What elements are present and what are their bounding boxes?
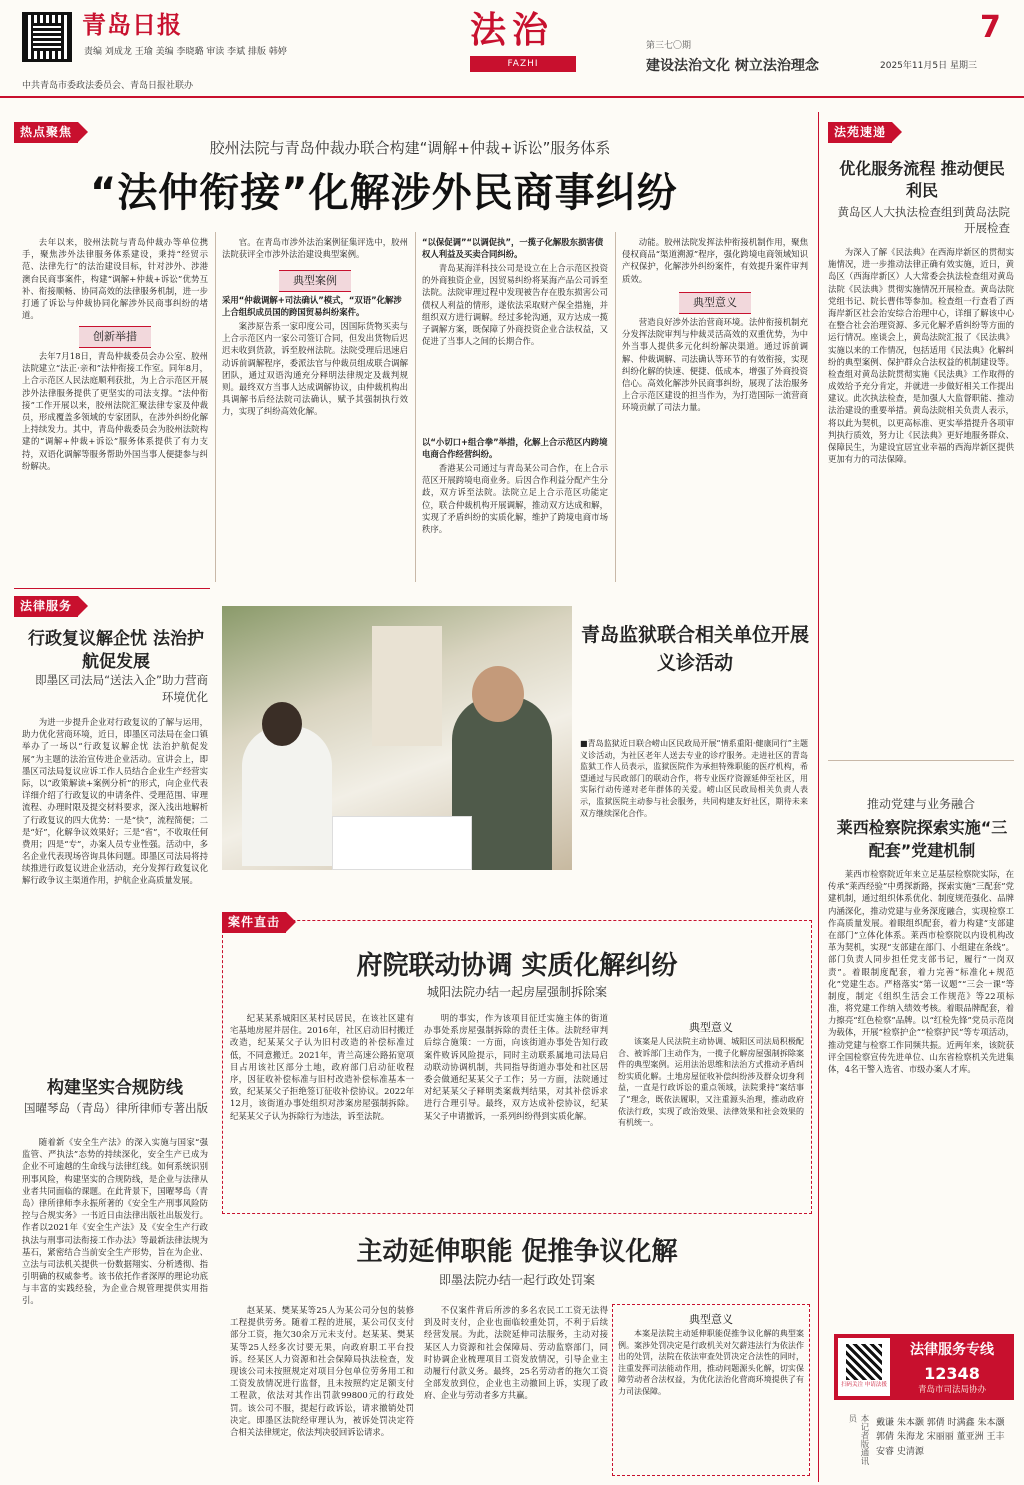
label-innovation: 创新举措 [22,326,208,348]
sponsor-line: 中共青岛市委政法委员会、青岛日报社联办 [22,81,194,91]
reporters-label: 本记者版通讯员 [846,1414,869,1465]
hot-col3-body1: 青岛某海洋科技公司是设立在上合示范区投资的外商独资企业，因贸易纠纷将某海产品公司诉至法院。法院审理过程中发现被告存在股东损害公司债权人利益的情形，遂依法采取财产保全措施，并组织双方进行调解。经过多轮沟通，双方达成一揽子调解方案，既保障了外商投资企业合法权益，又促进了当事人之间的长期合作。 [422,263,608,347]
hotline-org: 青岛市司法局协办 [917,1385,986,1395]
case-3-lead: 以“小切口+组合拳”举措，化解上合示范区内跨境电商合作经营纠纷。 [422,437,608,460]
label-significance: 典型意义 [689,1313,733,1326]
label-typical-case: 典型案例 [222,270,408,292]
hotline-scan-label: 扫码关注 申请法援 [841,1382,887,1388]
hot-col1-intro: 去年以来，胶州法院与青岛仲裁办等单位携手，聚焦涉外法律服务体系建设，秉持“经贸示范、法律先行”的法治建设目标，针对涉外、涉港澳台民商事案件，构建“调解+仲裁+诉讼”优势互补、衔接顺畅、协同高效的法律服务机制，进一步打通了诉讼与仲裁协同化解涉外民商事纠纷的堵道。 [22,237,208,321]
party-subtitle: 推动党建与业务融合 [866,797,975,811]
legal-service-body: 为进一步提升企业对行政复议的了解与运用，助力优化营商环境，近日，即墨区司法局在金口镇举办了一场以“行政复议解企忧 法治护航促发展”为主题的法治宣传进企业活动。宣讲会上，即墨区司法局复议应诉工作人员结合企业生产经营实际，以“政策解读+案例分析”的形式，向企业代表详细介绍了行政复议的申请条件、受理范围、审理流程、办理时限及提交材料要求，深入浅出地解析了行政复议的四大优势：一是“快”，流程简便；二是“好”，化解争议效果好；三是“省”，不收取任何费用；四是“专”，办案人员专业性强。活动中，多名企业代表现场咨询具体问题。即墨区司法局将持续推进行政复议进企业活动，充分发挥行政复议化解行政争议主渠道作用，护航企业高质量发展。 [22,717,208,886]
hot-col2-top: 官。在青岛市涉外法治案例征集评选中，胶州法院获评全市涉外法治建设典型案例。 [222,237,408,260]
legal-service-subtitle: 即墨区司法局“送法入企”助力营商环境优化 [35,673,208,704]
hotline-name: 法律服务专线 [910,1342,994,1358]
masthead [0,0,1024,98]
hot-col4-top: 动能。胶州法院发挥法仲衔接机制作用，聚焦侵权商品“渠道溯源”程序，强化跨境电商领域知识产权保护，化解涉外纠纷案件，有效提升案件审判质效。 [622,237,808,284]
labor-case-subtitle: 即墨法院办结一起行政处罚案 [438,1273,595,1287]
rule [14,588,210,589]
hot-headline: “法仲衔接”化解涉外民商事纠纷 [90,170,678,216]
label-significance: 典型意义 [689,1021,733,1034]
photo-story-title: 青岛监狱联合相关单位开展义诊活动 [580,624,809,674]
section-pinyin: FAZHI [470,56,576,72]
editors-line: 责编 刘成龙 王瑜 美编 李晓璐 审读 李斌 排版 韩婷 [84,47,287,57]
issue-date: 2025年11月5日 星期三 [880,61,977,71]
paper-name: 青岛日报 [82,10,182,39]
case-direct-col3: 该案是人民法院主动协调、城阳区司法局积极配合、被诉部门主动作为，一揽子化解房屋强制拆除案件的典型案例。运用法治思维和法治方式推动矛盾纠纷实质化解。土地房屋征收补偿纠纷涉及群众切身利益，一直是行政诉讼的重点领域，法院秉持“案结事了”理念，既依法履职，又注重源头治理，推动政府依法行政，实现了政治效果、法律效果和社会效果的有机统一。 [618,1037,804,1128]
compliance-title: 构建坚实合规防线 [47,1078,183,1098]
divider [215,232,216,582]
hot-col3-body2: 香港某公司通过与青岛某公司合作，在上合示范区开展跨境电商业务。后因合作利益分配产生分歧，双方诉至法院。法院立足上合示范区功能定位，联合仲裁机构开展调解，推动双方达成和解，实现了矛盾纠纷的实质化解，维护了跨境电商市场秩序。 [422,463,608,534]
express-title: 优化服务流程 推动便民利民 [839,159,1005,201]
reporters-names: 戴谦 朱本灏 郭倩 时满鑫 朱本灏 郭倩 朱海龙 宋丽丽 董亚洲 王丰 安睿 史清源 [876,1418,1005,1457]
hotline-number: 12348 [924,1364,980,1383]
express-body: 为深入了解《民法典》在西海岸新区的贯彻实施情况，进一步推动法律正确有效实施，近日，黄岛区（西海岸新区）人大常委会执法检查组对黄岛法院《民法典》贯彻实施情况开展检查。黄岛法院党组书记、院长曹伟等参加。检查组一行查看了西海岸新区社会治安综合治理中心，详细了解该中心在整合社会治理资源、多元化解矛盾纠纷等方面的运行情况。座谈会上，黄岛法院汇报了《民法典》实施以来的工作情况，包括适用《民法典》化解纠纷的典型案例、保护群众合法权益的机制建设等。检查组对黄岛法院贯彻实施《民法典》工作取得的成效给予充分肯定，并就进一步做好相关工作提出建议。此次执法检查，是加强人大监督职能、推动法治建设的重要举措。黄岛法院相关负责人表示，将以此为契机，以更高标准、更实举措提升各项审判执行质效，努力让《民法典》更好地服务群众、保障民生，为建设宜居宜业幸福的西海岸新区提供更加有力的司法保障。 [828,247,1014,465]
tag-express: 法苑速递 [828,122,892,143]
compliance-body: 随着新《安全生产法》的深入实施与国家“强监管、严执法”态势的持续深化，安全生产已成为企业不可逾越的生命线与法律红线。如何系统识别刑事风险，构建坚实的合规防线，是企业与法律从业者共同面临的课题。在此背景下，国曜琴岛（青岛）律所律师李永振所著的《安全生产刑事风险防控与合规实务》一书近日由法律出版社出版发行。作者以2021年《安全生产法》及《安全生产行政执法与刑事司法衔接工作办法》等最新法律法规为基石，紧密结合当前安全生产形势，旨在为企业、立法与司法机关提供一份数据翔实、分析透彻、指引明确的权威参考。该书依托作者深厚的理论功底与丰富的实践经验，为企业合规管理提供实用指引。 [22,1137,208,1306]
hot-col2-body: 案涉原告系一家印度公司，因国际货物买卖与上合示范区内一家公司签订合同，但发出货物后迟迟未收到货款，诉至胶州法院。法院受理后迅速启动诉前调解程序，委派法官与仲裁员组成联合调解团队，通过双语沟通充分释明法律规定及裁判规则。最终双方当事人达成调解协议，由仲裁机构出具调解书后经法院司法确认，赋予其强制执行效力，实现了纠纷高效化解。 [222,321,408,417]
labor-case-col2: 不仅案件背后所涉的多名农民工工资无法得到及时支付，企业也面临较重处罚，不利于后续经营发展。为此，法院延伸司法服务，主动对接某区人力资源和社会保障局、劳动监察部门，同时协调企业梳理项目工资发放情况，引导企业主动履行付款义务。最终，25名劳动者的拖欠工资全部发放到位，企业也主动撤回上诉，实现了政府、企业与劳动者多方共赢。 [424,1305,608,1401]
hot-col4-body: 营造良好涉外法治营商环境。法仲衔接机制充分发挥法院审判与仲裁灵活高效的双重优势，为中外当事人提供多元化纠纷解决渠道。通过诉前调解、仲裁调解、司法确认等环节的有效衔接，实现纠纷化解的快速、便捷、低成本，增强了外商投资信心。高效化解涉外民商事纠纷，展现了法治服务上合示范区建设的担当作为，为打造国际一流营商环境贡献了司法力量。 [622,317,808,413]
express-subtitle: 黄岛区人大执法检查组到黄岛法院开展检查 [837,205,1010,236]
case-direct-subtitle: 城阳法院办结一起房屋强制拆除案 [426,985,607,999]
legal-service-title: 行政复议解企忧 法治护航促发展 [28,629,204,672]
issue-number: 第三七〇期 [646,41,692,51]
tag-hot-focus: 热点聚焦 [14,122,78,143]
labor-case-col3: 本案是法院主动延伸职能促推争议化解的典型案例。案涉处罚决定是行政机关对欠薪违法行为依法作出的处罚，法院在依法审查处罚决定合法性的同时，注重发挥司法能动作用，推动问题源头化解，切实保障劳动者合法权益，为优化法治化营商环境提供了有力司法保障。 [618,1329,804,1396]
qr-code[interactable] [846,1344,882,1380]
case-direct-title: 府院联动协调 实质化解纠纷 [356,951,678,981]
case-direct-col2: 明的事实，作为该项目征迁实施主体的街道办事处系房屋强制拆除的责任主体。法院经审判后综合施策：一方面，向该街道办事处告知行政案件败诉风险提示，同时主动联系属地司法局启动联动协调机制，共同指导街道办事处和社区居委会做通纪某某父子工作；另一方面，法院通过对纪某某父子释明类案裁判结果，对其补偿诉求进行合理引导。最终，双方达成补偿协议，纪某某父子申请撤诉，一系列纠纷得到实质化解。 [424,1013,608,1121]
photo-caption: ■青岛监狱近日联合崂山区民政局开展“情系重阳·健康同行”主题义诊活动，为社区老年人送去专业的诊疗服务。走进社区的青岛监狱工作人员表示，监狱医院作为承担特殊职能的医疗机构，希望通过与民政部门的联动合作，将专业医疗资源延伸至社区，用实际行动传递对老年群体的关爱。崂山区民政局相关负责人表示，监狱医院主动参与社会服务，共同构建友好社区，期待未来双方继续深化合作。 [580,739,808,818]
case-1-lead: 采用“仲裁调解+司法确认”模式，“双语”化解涉上合组织成员国的跨国贸易纠纷案件。 [222,295,402,318]
case-2-lead: “以保促调”“以调促执”，一揽子化解股东损害债权人利益及买卖合同纠纷。 [422,237,604,260]
section-title: 法治 [470,9,555,51]
party-body: 莱西市检察院近年来立足基层检察院实际，在传承“莱西经验”中勇探新路，探索实施“三配套”党建机制，通过组织体系优化、制度规范强化、品牌内涵深化，推动党建与业务深度融合，实现检察工作高质量发展。着眼组织配套，着力构建“支部建在部门”立体化体系。莱西市检察院以内设机构改革为契机，实现“支部建在部门、小组建在条线”。部门负责人同步担任党支部书记，履行“一岗双责”。着眼制度配套，着力完善“标准化+规范化”党建生态。严格落实“第一议题”“三会一课”等制度，制定《组织生活会工作规范》等22项标准，将党建工作纳入绩效考核。着眼品牌配套，着力擦亮“红色检察”品牌。以“红检先锋”党员示范岗为载体，开展“检察护企”“检察护民”等专项活动，推动党建与检察工作同频共振。近两年来，该院获评全国检察宣传先进单位、山东省检察机关先进集体，4名干警入选省、市级办案人才库。 [828,869,1014,1074]
labor-case-col1: 赵某某、樊某某等25人为某公司分包的装修工程提供劳务。随着工程的进展，某公司仅支付部分工资，拖欠30余万元未支付。赵某某、樊某某等25人经多次讨要无果，向政府职工平台投诉。经某区人力资源和社会保障局执法检查，发现该公司未按照规定对项目分包单位劳务用工和工资发放情况进行监督，且未按照约定足额支付工程款，依法对其作出罚款99800元的行政处罚。该公司不服，提起行政诉讼，请求撤销处罚决定。即墨区法院经审理认为，被诉处罚决定符合相关法律规定，依法判决驳回诉讼请求。 [230,1305,414,1437]
rule [828,760,1014,761]
party-title: 莱西检察院探索实施“三配套”党建机制 [836,818,1008,861]
compliance-subtitle: 国曜琴岛（青岛）律所律师专著出版 [24,1101,208,1115]
hot-subtitle: 胶州法院与青岛仲裁办联合构建“调解+仲裁+诉讼”服务体系 [209,139,611,157]
divider-right [818,112,819,1482]
section-motto: 建设法治文化 树立法治理念 [646,58,819,74]
case-direct-col1: 纪某某系城阳区某村民居民，在该社区建有宅基地房屋并居住。2016年，社区启动旧村搬迁改造，纪某某父子认为旧村改造的补偿标准过低，不同意搬迁。2021年，青兰高速公路拓宽项目占用该社区部分土地，政府部门启动征收程序，因征收补偿标准与旧村改造补偿标准基本一致，纪某某父子拒绝签订征收补偿协议。2022年12月，该街道办事处组织对涉案房屋强制拆除。纪某某父子认为拆除行为违法，诉至法院。 [230,1013,414,1121]
volunteer-clinic-photo [222,606,572,870]
qr-code[interactable] [22,12,72,62]
hotline-ad[interactable] [834,1334,1014,1400]
label-significance: 典型意义 [622,292,808,314]
hot-col1-body: 去年7月18日，青岛仲裁委员会办公室、胶州法院建立“法正·亲和”法仲衔接工作室。同年8月，上合示范区人民法庭顺利获批，为上合示范区开展涉外法律服务提供了更坚实的司法支撑。“法仲衔接”工作开展以来，胶州法院汇聚法律专家及仲裁员，形成覆盖多领域的专家团队，在涉外纠纷化解上持续发力。其中，青岛仲裁委员会为胶州法院构建的“调解+仲裁+诉讼”服务体系提供了有力支持，双语化调解等服务帮助外国当事人便捷参与纠纷解决。 [22,351,208,471]
tag-legal-service: 法律服务 [14,596,78,617]
divider [415,232,416,582]
divider [615,232,616,582]
page-number: 7 [980,10,1001,45]
labor-case-title: 主动延伸职能 促推争议化解 [356,1237,678,1267]
tag-case-direct: 案件直击 [222,912,286,933]
